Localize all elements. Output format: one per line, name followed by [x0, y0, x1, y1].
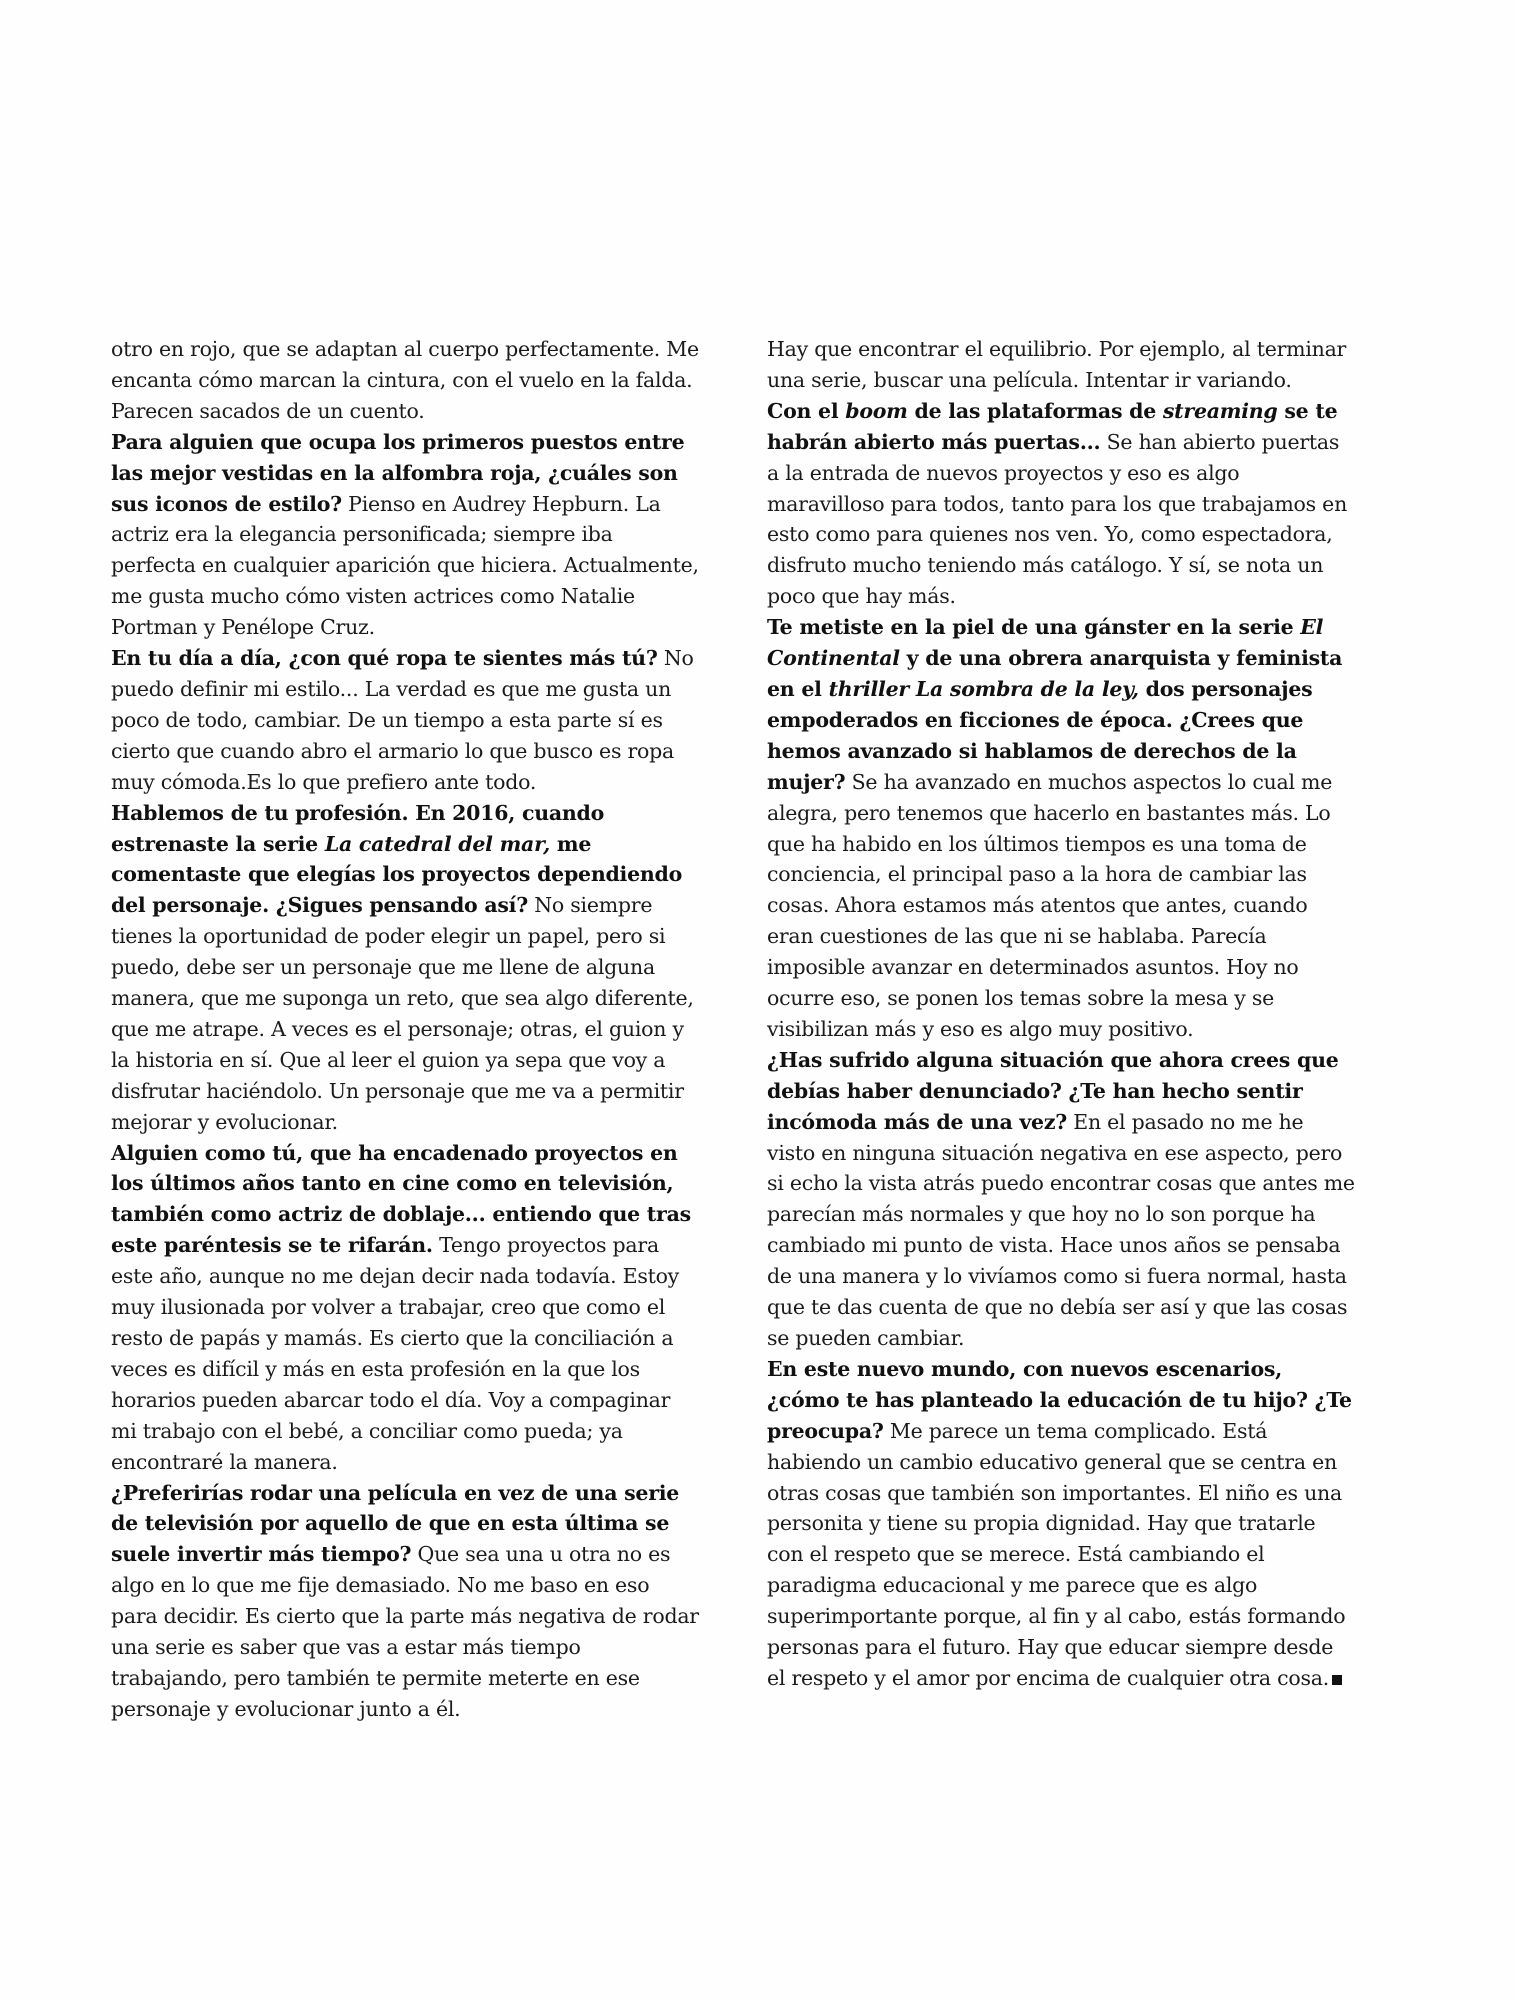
question-part: se te habrán abierto más puertas... — [767, 398, 1338, 454]
question-text — [767, 615, 1342, 794]
qa-paragraph — [767, 396, 1357, 612]
end-of-article-mark — [1332, 1675, 1342, 1685]
answer-paragraph — [111, 334, 701, 427]
qa-paragraph — [111, 643, 701, 798]
series-title: La catedral del mar, — [324, 831, 551, 856]
qa-paragraph — [111, 1478, 701, 1725]
question-part: Con el — [767, 398, 846, 423]
qa-paragraph — [111, 798, 701, 1138]
answer-text: Tengo proyectos para este año, aunque no me dejan decir nada todavía. Estoy muy ilusionada por volver a trabajar, creo que como el resto de papás y mamás. Es cierto que la conciliación a veces es difícil y más en esta profesión en la que los horarios pueden abarcar todo el día. Voy a compaginar mi trabajo con el bebé, a conciliar como pueda; ya encontraré la manera. — [111, 1233, 679, 1474]
qa-paragraph — [111, 1138, 701, 1478]
qa-paragraph — [767, 612, 1357, 1045]
italic-term: boom — [845, 398, 908, 423]
answer-text: Hay que encontrar el equilibrio. Por ejemplo, al terminar una serie, buscar una película. Intentar ir variando. — [767, 337, 1347, 392]
qa-paragraph — [767, 1045, 1357, 1354]
question-text: ¿Preferirías rodar una película en vez de una serie de televisión por aquello de que en esta última se suele invertir más tiempo? — [111, 1480, 680, 1567]
answer-paragraph — [767, 334, 1357, 396]
question-text: En este nuevo mundo, con nuevos escenarios, ¿cómo te has planteado la educación de tu hijo? ¿Te preocupa? — [767, 1356, 1352, 1443]
question-text: ¿Has sufrido alguna situación que ahora crees que debías haber denunciado? ¿Te han hecho sentir incómoda más de una vez? — [767, 1047, 1339, 1134]
question-part: me comentaste que elegías los proyectos dependiendo del personaje. ¿Sigues pensando así? — [111, 831, 683, 918]
question-part: dos personajes empoderados en ficciones de época. ¿Crees que hemos avanzado si hablamos de derechos de la mujer? — [767, 676, 1313, 794]
answer-text: otro en rojo, que se adaptan al cuerpo perfectamente. Me encanta cómo marcan la cintura, con el vuelo en la falda. Parecen sacados de un cuento. — [111, 337, 699, 423]
series-title: El Continental — [767, 615, 1324, 671]
italic-term: streaming — [1162, 398, 1278, 423]
question-text: En tu día a día, ¿con qué ropa te sientes más tú? — [111, 646, 658, 671]
question-part: Hablemos de tu profesión. En 2016, cuando estrenaste la serie — [111, 800, 605, 856]
answer-text: En el pasado no me he visto en ninguna situación negativa en ese aspecto, pero si echo la vista atrás puedo encontrar cosas que antes me parecían más normales y que hoy no lo son porque ha cambiado mi punto de vista. Hace unos años se pensaba de una manera y lo vivíamos como si fuera normal, hasta que te das cuenta de que no debía ser así y que las cosas se pueden cambiar. — [767, 1109, 1355, 1350]
answer-text: Que sea una u otra no es algo en lo que me fije demasiado. No me baso en eso para decidir. Es cierto que la parte más negativa de rodar una serie es saber que vas a estar más tiempo trabajando, pero también te permite meterte en ese personaje y evolucionar junto a él. — [111, 1542, 699, 1721]
question-part: y de una obrera anarquista y feminista en el — [767, 646, 1343, 701]
qa-paragraph — [767, 1354, 1357, 1694]
answer-text: Me parece un tema complicado. Está habiendo un cambio educativo general que se centra en otras cosas que también son importantes. El niño es una personita y tiene su propia dignidad. Hay que tratarle con el respeto que se merece. Está cambiando el paradigma educacional y me parece que es algo superimportante porque, al fin y al cabo, estás formando personas para el futuro. Hay que educar siempre desde el respeto y el amor por encima de cualquier otra cosa. — [767, 1418, 1346, 1690]
answer-text: No puedo definir mi estilo... La verdad es que me gusta un poco de todo, cambiar. De un tiempo a esta parte sí es cierto que cuando abro el armario lo que busco es ropa muy cómoda.Es lo que prefiero ante todo. — [111, 646, 694, 794]
answer-text: Se han abierto puertas a la entrada de nuevos proyectos y eso es algo maravilloso para todos, tanto para los que trabajamos en esto como para quienes nos ven. Yo, como espectadora, disfruto mucho teniendo más catálogo. Y sí, se nota un poco que hay más. — [767, 429, 1348, 609]
answer-text: Pienso en Audrey Hepburn. La actriz era la elegancia personificada; siempre iba perfecta en cualquier aparición que hiciera. Actualmente, me gusta mucho cómo visten actrices como Natalie Portman y Penélope Cruz. — [111, 491, 699, 640]
answer-text: No siempre tienes la oportunidad de poder elegir un papel, pero si puedo, debe ser un personaje que me llene de alguna manera, que me suponga un reto, que sea algo diferente, que me atrape. A veces es el personaje; otras, el guion y la historia en sí. Que al leer el guion ya sepa que voy a disfrutar haciéndolo. Un personaje que me va a permitir mejorar y evolucionar. — [111, 893, 694, 1134]
qa-paragraph — [111, 427, 701, 643]
right-column — [767, 334, 1357, 1694]
left-column — [111, 334, 701, 1725]
question-text: Para alguien que ocupa los primeros puestos entre las mejor vestidas en la alfombra roja, ¿cuáles son sus iconos de estilo? — [111, 429, 685, 516]
question-part: Te metiste en la piel de una gánster en la serie — [767, 615, 1301, 640]
answer-text: Se ha avanzado en muchos aspectos lo cual me alegra, pero tenemos que hacerlo en bastantes más. Lo que ha habido en los últimos tiempos es una toma de conciencia, el principal paso a la hora de cambiar las cosas. Ahora estamos más atentos que antes, cuando eran cuestiones de las que ni se hablaba. Parecía imposible avanzar en determinados asuntos. Hoy no ocurre eso, se ponen los temas sobre la mesa y se visibilizan más y eso es algo muy positivo. — [767, 769, 1333, 1041]
question-part: de las plataformas de — [907, 398, 1163, 423]
question-text: Alguien como tú, que ha encadenado proyectos en los últimos años tanto en cine como en televisión, también como actriz de doblaje... entiendo que tras este paréntesis se te rifarán. — [111, 1140, 691, 1258]
series-title: thriller La sombra de la ley, — [828, 676, 1139, 701]
